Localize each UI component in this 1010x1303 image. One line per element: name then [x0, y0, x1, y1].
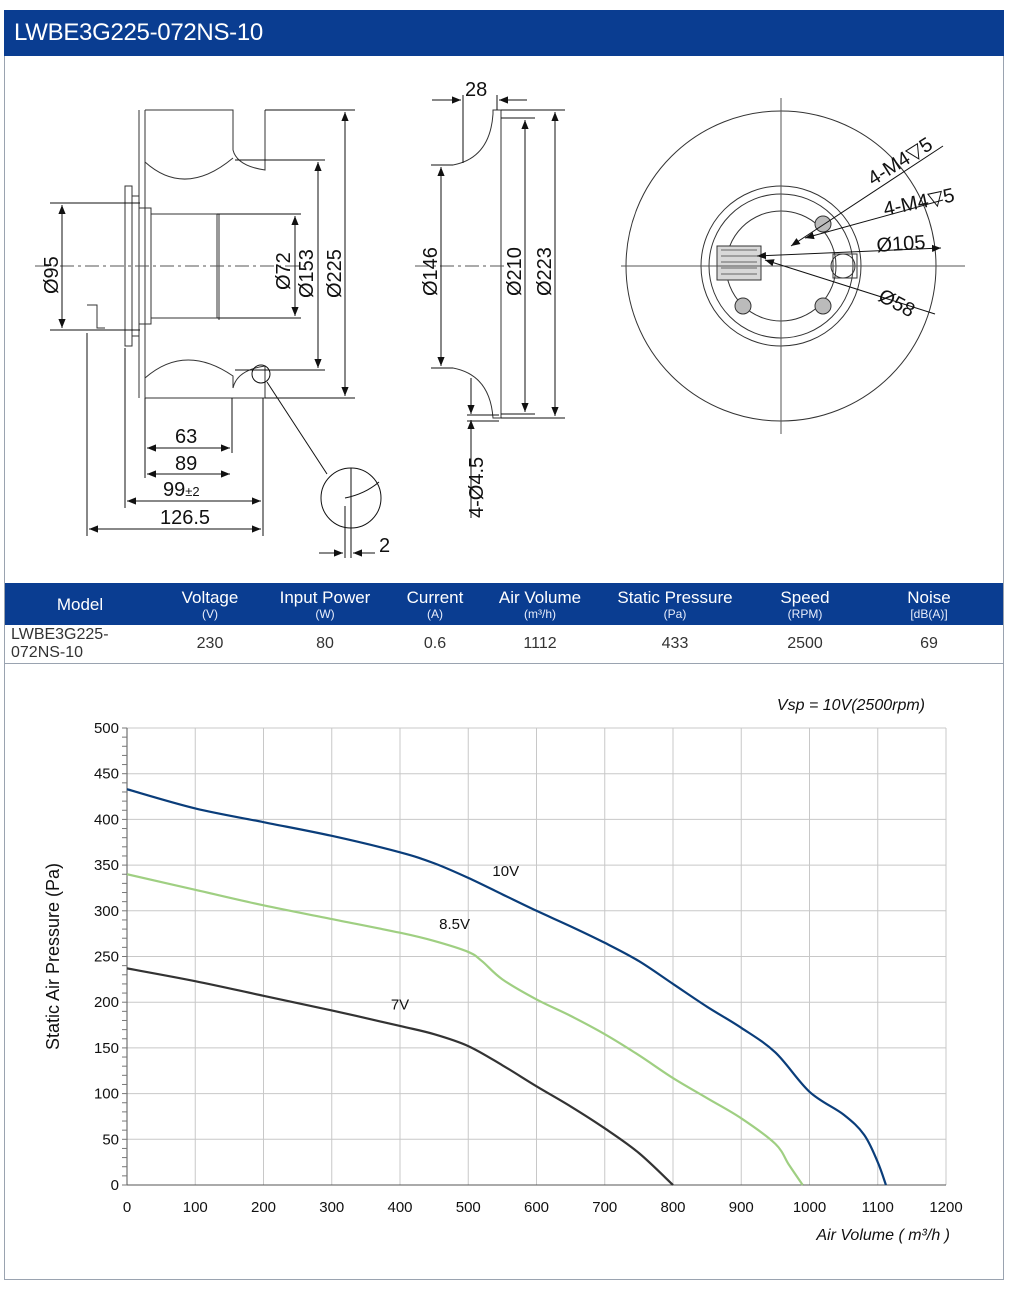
col-static-pressure	[595, 583, 755, 625]
x-tick-label: 700	[592, 1199, 618, 1216]
cell-noise: 69	[855, 625, 1003, 664]
cell-static-pressure: 433	[595, 625, 755, 664]
side-view	[35, 110, 305, 398]
col-unit: (m³/h)	[524, 606, 556, 621]
spec-table	[5, 583, 1003, 664]
cell-voltage: 230	[155, 625, 265, 664]
performance-chart	[5, 666, 1003, 1266]
cell-air-volume: 1112	[485, 625, 595, 664]
x-tick-label: 1000	[792, 1199, 827, 1216]
y-tick-label: 250	[93, 948, 119, 966]
y-tick-label: 500	[93, 720, 119, 737]
y-tick-label: 0	[110, 1177, 119, 1194]
dim-28: 28	[465, 79, 488, 101]
dim-126-5: 126.5	[160, 507, 211, 529]
col-label: Speed	[780, 587, 830, 607]
cell-speed: 2500	[755, 625, 855, 664]
col-label: Noise	[907, 587, 951, 607]
dim-99-tolerance: ±2	[185, 484, 200, 499]
front-dimensions	[757, 146, 943, 314]
series-8-5v-label: 8.5V	[439, 916, 471, 934]
dim-m4-outer: 4-M4▽5	[863, 133, 937, 191]
dim-d105: Ø105	[875, 231, 927, 257]
col-air-volume	[485, 583, 595, 625]
col-voltage	[155, 583, 265, 625]
col-unit: (A)	[427, 606, 443, 621]
y-tick-label: 300	[93, 902, 119, 920]
x-tick-label: 1100	[861, 1199, 894, 1216]
col-speed	[755, 583, 855, 625]
dim-d95: Ø95	[41, 256, 63, 294]
col-label: Current	[406, 587, 464, 607]
col-label: Input Power	[279, 587, 371, 607]
col-unit: (V)	[202, 606, 218, 621]
y-tick-label: 350	[93, 857, 119, 875]
cell-current: 0.6	[385, 625, 485, 664]
dim-d210: Ø210	[504, 247, 526, 296]
col-unit: (W)	[315, 606, 335, 621]
dim-holes: 4-Ø4.5	[466, 456, 488, 518]
col-unit: (Pa)	[663, 606, 687, 621]
technical-drawing	[5, 58, 1003, 580]
x-tick-label: 600	[523, 1199, 550, 1216]
col-label: Air Volume	[498, 587, 582, 607]
dim-d72: Ø72	[273, 252, 295, 290]
series-7v-label: 7V	[390, 996, 410, 1014]
dim-d225: Ø225	[324, 249, 346, 298]
x-tick-label: 500	[455, 1199, 481, 1216]
spec-header-row	[5, 583, 1003, 625]
x-axis-title: Air Volume ( m³/h )	[816, 1227, 950, 1244]
col-noise	[855, 583, 1003, 625]
section-dimensions	[431, 95, 565, 518]
dim-2: 2	[379, 535, 391, 557]
col-label: Voltage	[181, 587, 239, 607]
col-unit: [dB(A)]	[910, 606, 948, 621]
dim-d153: Ø153	[296, 249, 318, 298]
col-model	[5, 583, 155, 625]
series-10v-line	[127, 789, 886, 1185]
dim-89: 89	[175, 453, 198, 475]
dim-d223: Ø223	[534, 247, 556, 296]
dim-99-value: 99	[163, 479, 186, 501]
y-tick-label: 450	[93, 765, 119, 783]
x-tick-label: 400	[387, 1199, 413, 1216]
y-tick-label: 100	[93, 1085, 119, 1103]
dim-d58: Ø58	[874, 284, 919, 323]
x-tick-label: 300	[319, 1199, 345, 1216]
dim-m4-inner: 4-M4▽5	[881, 184, 957, 221]
x-tick-label: 100	[182, 1199, 208, 1216]
x-tick-label: 800	[660, 1199, 686, 1216]
x-tick-label: 1200	[929, 1199, 963, 1216]
col-current	[385, 583, 485, 625]
series-10v-label: 10V	[492, 863, 520, 881]
side-dimensions	[50, 110, 381, 558]
y-tick-label: 400	[93, 811, 119, 829]
page-title: LWBE3G225-072NS-10	[4, 10, 1004, 56]
col-label: Model	[56, 594, 104, 614]
y-tick-label: 50	[102, 1131, 119, 1149]
cell-model: LWBE3G225-072NS-10	[5, 625, 155, 664]
x-tick-label: 200	[250, 1199, 277, 1216]
col-input-power	[265, 583, 385, 625]
dim-63: 63	[175, 426, 198, 448]
col-label: Static Pressure	[617, 587, 733, 607]
col-unit: (RPM)	[787, 606, 823, 621]
table-row	[5, 625, 1003, 664]
y-tick-label: 150	[93, 1039, 119, 1057]
chart-annotation: Vsp = 10V(2500rpm)	[776, 697, 925, 714]
dim-d146: Ø146	[420, 247, 442, 296]
y-tick-label: 200	[93, 994, 119, 1012]
x-tick-label: 900	[728, 1199, 754, 1216]
x-tick-label: 0	[122, 1199, 132, 1216]
y-axis-title: Static Air Pressure (Pa)	[43, 862, 63, 1051]
cell-input-power: 80	[265, 625, 385, 664]
dim-99	[163, 479, 200, 501]
